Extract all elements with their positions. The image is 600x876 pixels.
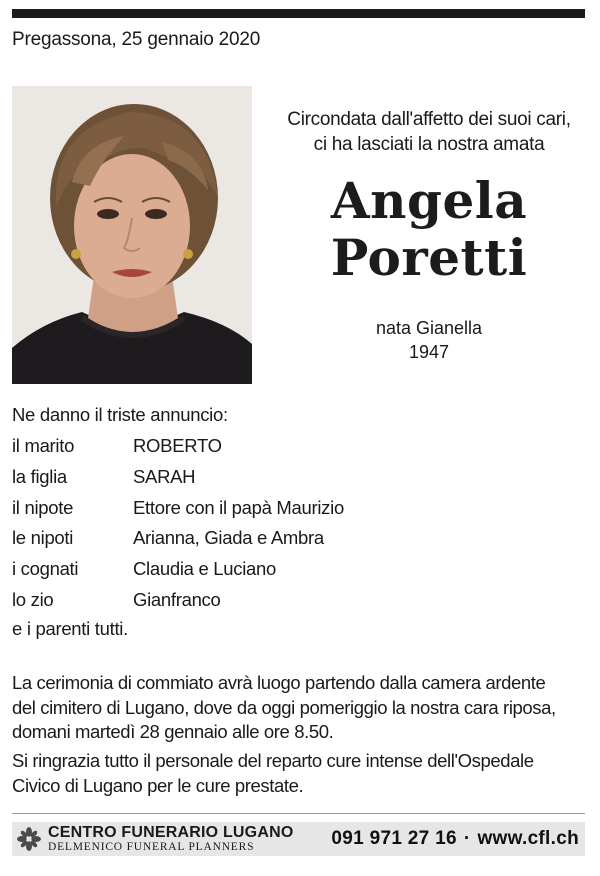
funeral-home-footer <box>12 822 585 856</box>
birth-info <box>270 316 588 364</box>
announcement-title: Ne danno il triste annuncio: <box>12 404 228 425</box>
thanks-text <box>12 749 588 798</box>
ceremony-line-3: domani martedì 28 gennaio alle ore 8.50. <box>12 721 334 742</box>
funeral-home-brand <box>48 825 293 854</box>
relative-row <box>12 526 344 557</box>
intro-line-1: Circondata dall'affetto dei suoi cari, <box>287 109 571 130</box>
thanks-line-2: Civico di Lugano per le cure prestate. <box>12 774 304 796</box>
ceremony-text <box>12 671 588 745</box>
maiden-name: nata Gianella <box>375 318 483 338</box>
relative-names: Arianna, Giada e Ambra <box>133 527 324 549</box>
relative-role: il marito <box>12 435 75 456</box>
contact-info <box>331 828 579 850</box>
relative-role: lo zio <box>12 588 54 610</box>
relative-role: il nipote <box>12 496 74 518</box>
place-date: Pregassona, 25 gennaio 2020 <box>12 29 261 50</box>
relative-names: ROBERTO <box>133 435 222 456</box>
relative-row <box>12 434 344 465</box>
relative-names: Gianfranco <box>133 588 221 610</box>
relative-names: Claudia e Luciano <box>133 558 277 580</box>
relative-row <box>12 496 344 527</box>
portrait-photo <box>12 86 252 384</box>
ceremony-line-1: La cerimonia di commiato avrà luogo partendo dalla camera ardente <box>12 672 546 693</box>
brand-subtitle: DELMENICO FUNERAL PLANNERS <box>48 840 255 853</box>
top-rule <box>12 9 585 18</box>
relative-names: SARAH <box>133 465 196 487</box>
relative-row <box>12 557 344 588</box>
first-name: Angela <box>330 171 528 230</box>
relative-names: Ettore con il papà Maurizio <box>133 496 344 518</box>
intro-line-2: ci ha lasciati la nostra amata <box>313 134 545 155</box>
birth-year: 1947 <box>408 342 450 362</box>
phone-number: 091 971 27 16 <box>331 828 457 849</box>
ceremony-line-2: del cimitero di Lugano, dove da oggi pomeriggio la nostra cara riposa, <box>12 696 556 718</box>
relative-row <box>12 465 344 496</box>
deceased-name <box>270 172 588 286</box>
last-name: Poretti <box>330 228 528 287</box>
relative-row <box>12 588 344 619</box>
brand-name: CENTRO FUNERARIO LUGANO <box>48 823 294 841</box>
closing-relatives: e i parenti tutti. <box>12 618 128 639</box>
relative-role: la figlia <box>12 465 67 487</box>
relatives-list <box>12 434 344 619</box>
thanks-line-1: Si ringrazia tutto il personale del reparto cure intense dell'Ospedale <box>12 750 534 771</box>
flower-logo-icon <box>12 822 46 856</box>
relative-role: le nipoti <box>12 527 74 549</box>
website: www.cfl.ch <box>477 828 579 849</box>
bottom-rule <box>12 813 585 814</box>
relative-role: i cognati <box>12 558 79 580</box>
intro-text <box>270 107 588 157</box>
contact-separator: · <box>463 828 471 849</box>
